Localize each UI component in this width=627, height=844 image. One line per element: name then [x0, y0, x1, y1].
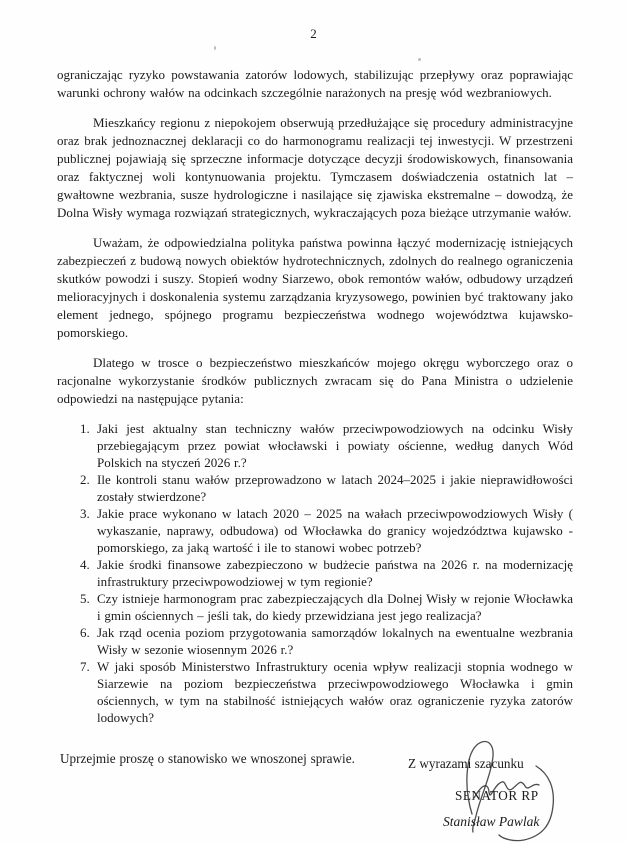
signature-salutation: Z wyrazami szacunku [408, 756, 524, 771]
closing-line: Uprzejmie proszę o stanowisko we wnoszonej sprawie. [60, 751, 355, 766]
question-text: W jaki sposób Ministerstwo Infrastruktury ocenia wpływ realizacji stopnia wodnego w Siarzewie na poziom bezpieczeństwa przeciwpowodziowego Włocławka i gmin ościennych, w tym na stabilność istniejących wałów oraz ograniczenie ryzyka zatorów lodowych? [97, 659, 573, 725]
paragraph: Uważam, że odpowiedzialna polityka państwa powinna łączyć modernizację istniejących zabezpieczeń z budową nowych obiektów hydrotechnicznych, zdolnych do realnego ograniczenia skutków powodzi i suszy. Stopień wodny Siarzewo, obok remontów wałów, odbudowy urządzeń melioracyjnych i doskonalenia systemu zarządzania kryzysowego, powinien być traktowany jako element jednego, spójnego programu bezpieczeństwa wodnego województwa kujawsko-pomorskiego. [57, 235, 573, 340]
question-item [80, 658, 573, 726]
question-item [80, 471, 573, 505]
paragraph-continuation: ograniczając ryzyko powstawania zatorów lodowych, stabilizując przepływy oraz poprawiając warunki ochrony wałów na odcinkach szczególnie narażonych na presję wód wezbraniowych. [57, 67, 573, 100]
question-text: Jakie środki finansowe zabezpieczono w budżecie państwa na 2026 r. na modernizację infrastruktury przeciwpowodziowej w tym regionie? [97, 557, 573, 589]
letter-body [57, 66, 573, 768]
question-item [80, 590, 573, 624]
page-number: 2 [310, 26, 317, 41]
question-text: Jakie prace wykonano w latach 2020 – 2025 na wałach przeciwpowodziowych Wisły ( wykaszanie, naprawy, odbudowa) od Włocławka do granicy wojedzództwa kujawsko - pomorskiego, za jaką wartość i ile to stanowi wobec potrzeb? [97, 506, 573, 555]
question-number: 4. [80, 557, 90, 572]
question-number: 3. [80, 506, 90, 521]
question-item [80, 505, 573, 556]
signature-name: Stanisław Pawlak [443, 814, 540, 829]
question-text: Jak rząd ocenia poziom przygotowania samorządów lokalnych na ewentualne wezbrania Wisły w sezonie wiosennym 2026 r.? [97, 625, 573, 657]
question-number: 2. [80, 472, 90, 487]
question-text: Ile kontroli stanu wałów przeprowadzono w latach 2024–2025 i jakie nieprawidłowości zostały stwierdzone? [97, 472, 573, 504]
paragraph: Mieszkańcy regionu z niepokojem obserwują przedłużające się procedury administracyjne oraz brak jednoznacznej deklaracji co do harmonogramu realizacji tej inwestycji. W przestrzeni publicznej pojawiają się sprzeczne informacje dotyczące decyzji środowiskowych, finansowania oraz faktycznej woli kontynuowania projektu. Tymczasem doświadczenia ostatnich lat – gwałtowne wezbrania, susze hydrologiczne i nasilające się zjawiska ekstremalne – dowodzą, że Dolna Wisły wymaga rozwiązań strategicznych, wykraczających poza bieżące utrzymanie wałów. [57, 115, 573, 220]
question-item [80, 624, 573, 658]
question-number: 1. [80, 421, 90, 436]
question-item [80, 420, 573, 471]
signature-block [408, 756, 588, 830]
question-number: 7. [80, 659, 90, 674]
question-list [57, 420, 573, 726]
question-text: Jaki jest aktualny stan techniczny wałów przeciwpowodziowych na odcinku Wisły przebiegającym przez powiat włocławski i powiaty ościenne, według danych Wód Polskich na styczeń 2026 r.? [97, 421, 573, 470]
scan-speck [214, 46, 216, 50]
question-number: 6. [80, 625, 90, 640]
scan-speck [418, 58, 421, 61]
question-number: 5. [80, 591, 90, 606]
question-item [80, 556, 573, 590]
paragraph: Dlatego w trosce o bezpieczeństwo mieszkańców mojego okręgu wyborczego oraz o racjonalne wykorzystanie środków publicznych zwracam się do Pana Ministra o udzielenie odpowiedzi na następujące pytania: [57, 355, 573, 406]
signature-title: SENATOR RP [455, 788, 539, 803]
question-text: Czy istnieje harmonogram prac zabezpieczających dla Dolnej Wisły w rejonie Włocławka i gmin ościennych – jeśli tak, do kiedy przewidziana jest jego realizacja? [97, 591, 573, 623]
